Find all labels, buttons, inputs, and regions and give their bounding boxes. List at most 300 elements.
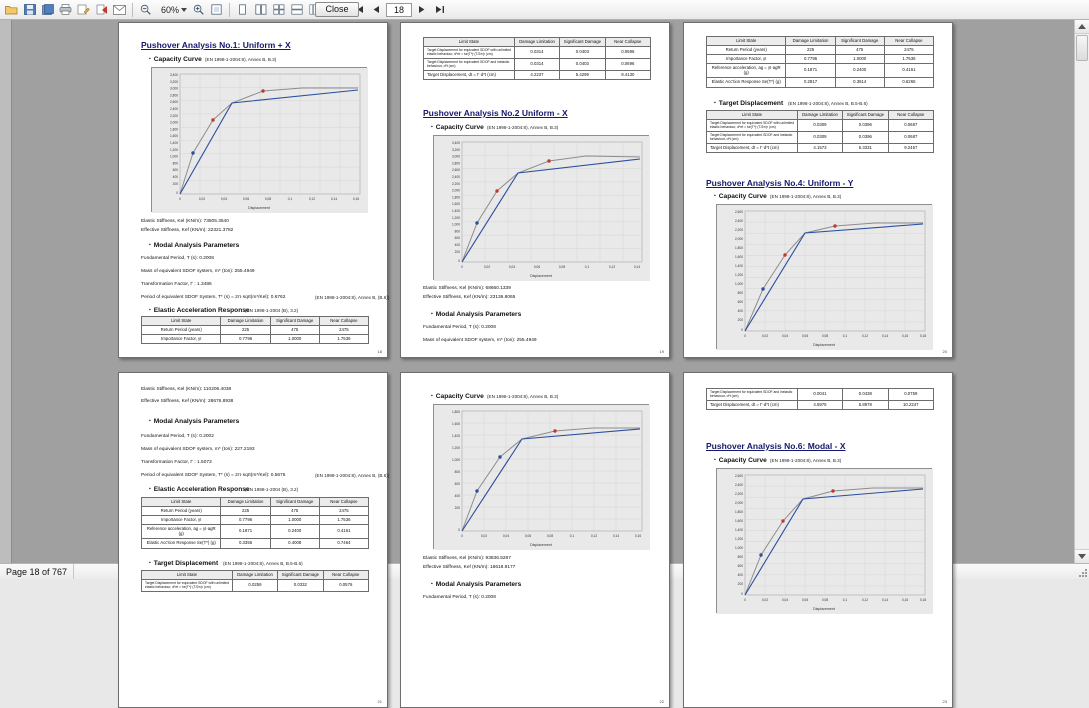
- cell-value: 5.3331: [843, 144, 888, 153]
- cell-value: 9.2457: [888, 144, 933, 153]
- svg-text:2,800: 2,800: [452, 161, 460, 166]
- cell-label: Target Displacement, dt = Γ·d*t (cm): [707, 401, 798, 410]
- col-damage-limitation: Damage Limitation: [221, 317, 270, 326]
- svg-text:0: 0: [458, 259, 460, 263]
- toolbar-separator-2: [229, 3, 230, 17]
- cell-value: 0.0696: [605, 47, 650, 59]
- next-page-button[interactable]: [413, 1, 430, 18]
- cell-value: 0.0396: [843, 120, 888, 132]
- col-near-collapse: Near Collapse: [319, 498, 368, 507]
- svg-text:2,600: 2,600: [452, 168, 460, 173]
- svg-text:0: 0: [741, 592, 743, 596]
- table-row: [142, 539, 369, 548]
- svg-text:0,08: 0,08: [264, 197, 272, 201]
- cell-value: 475: [270, 326, 319, 335]
- svg-text:2,400: 2,400: [735, 219, 743, 223]
- table-row: [142, 525, 369, 539]
- preview-page-6[interactable]: [683, 372, 953, 708]
- section-modal-analysis: ▪ Modal Analysis Parameters: [431, 581, 521, 588]
- status-page-indicator: Page 18 of 767: [0, 564, 74, 579]
- svg-text:0: 0: [741, 328, 743, 332]
- svg-text:3,000: 3,000: [452, 154, 460, 159]
- cell-value: 1.7536: [319, 516, 368, 525]
- svg-text:1,400: 1,400: [452, 209, 460, 213]
- four-page-icon[interactable]: [270, 1, 287, 18]
- svg-text:200: 200: [737, 318, 743, 322]
- cell-label: Target Displacement, dt = Γ·d*t (cm): [707, 144, 798, 153]
- table-row: [707, 132, 934, 144]
- svg-text:0,04: 0,04: [220, 197, 228, 201]
- svg-text:0: 0: [179, 197, 181, 201]
- page-title: Pushover Analysis No.2 Uniform - X: [423, 108, 568, 118]
- cell-value: 1.0000: [270, 335, 319, 344]
- svg-text:0,14: 0,14: [881, 334, 889, 338]
- svg-text:3,200: 3,200: [170, 79, 178, 84]
- cell-value: 0.0576: [323, 580, 368, 592]
- col-significant-damage: Significant Damage: [278, 571, 323, 580]
- svg-text:1,800: 1,800: [735, 510, 743, 514]
- svg-text:800: 800: [172, 161, 178, 166]
- cell-value: 5.4299: [560, 71, 605, 80]
- sdof-period-note: (EN 1998-1-2004:8), Annex B, (B.6)): [315, 473, 390, 478]
- effective-stiffness-line: Effective Stiffness, Kef (KN/m): 22321.3782: [141, 228, 234, 233]
- section-elastic-acceleration: ▪ Elastic Acceleration Response: [149, 486, 250, 493]
- table-row: [707, 144, 934, 153]
- svg-text:0: 0: [176, 191, 178, 195]
- one-page-icon[interactable]: [234, 1, 251, 18]
- toolbar: [0, 0, 1089, 20]
- svg-text:1,000: 1,000: [735, 282, 743, 286]
- svg-text:1,800: 1,800: [452, 410, 460, 414]
- svg-text:1,200: 1,200: [452, 446, 460, 450]
- svg-text:2,600: 2,600: [170, 100, 178, 105]
- fit-page-icon[interactable]: [208, 1, 225, 18]
- svg-text:0,14: 0,14: [612, 534, 620, 538]
- col-significant-damage: Significant Damage: [835, 37, 884, 46]
- cell-label: Target Displacement for equivalent SDOF and inelastic behaviour, d*t (cm): [424, 59, 515, 71]
- svg-text:0,08: 0,08: [558, 265, 566, 269]
- svg-text:2,000: 2,000: [452, 188, 460, 193]
- table-row: [707, 64, 934, 78]
- svg-text:2,000: 2,000: [170, 120, 178, 125]
- table-row: [707, 120, 934, 132]
- cell-label: Return Period (years): [707, 46, 786, 55]
- sdof-mass-line: Mass of equivalent SDOF system, m* (ton): 255.4949: [423, 338, 537, 343]
- elastic-stiffness-line: Elastic Stiffness, Kel (KN/m): 73505.3540: [141, 219, 229, 224]
- col-limit-state: Limit State: [707, 37, 786, 46]
- capacity-curve-chart-6: [716, 468, 932, 613]
- svg-text:1,000: 1,000: [452, 458, 460, 462]
- svg-text:0,16: 0,16: [901, 334, 909, 338]
- cell-label: Elastic Acc'tion Response Se(T*) (g): [707, 78, 786, 87]
- svg-text:0,04: 0,04: [508, 265, 516, 269]
- target-displacement-table-3: [706, 110, 934, 153]
- svg-text:1,800: 1,800: [452, 195, 460, 200]
- zoom-in-button[interactable]: [190, 1, 207, 18]
- svg-text:800: 800: [737, 555, 743, 559]
- sdof-period-line: Period of equivalent SDOF System, T* (s) = 2π·sqrt(m*/Kel): 0.5675: [141, 473, 286, 478]
- svg-text:0,1: 0,1: [842, 334, 848, 338]
- col-damage-limitation: Damage Limitation: [514, 38, 559, 47]
- svg-text:0,12: 0,12: [861, 334, 869, 338]
- table-row: [142, 507, 369, 516]
- chevron-up-icon: [1078, 24, 1086, 29]
- chevron-down-icon[interactable]: [181, 8, 187, 12]
- svg-text:1,000: 1,000: [170, 154, 178, 159]
- elastic-acceleration-table-4: [141, 497, 369, 549]
- target-displacement-table-4: [141, 570, 369, 592]
- email-icon[interactable]: [111, 1, 128, 18]
- table-row: [707, 401, 934, 410]
- col-damage-limitation: Damage Limitation: [232, 571, 277, 580]
- svg-text:800: 800: [454, 470, 460, 474]
- cell-value: 0.7464: [319, 539, 368, 548]
- svg-text:2,000: 2,000: [735, 237, 743, 241]
- transformation-factor-line: Transformation Factor, Γ : 1.5073: [141, 460, 212, 465]
- svg-text:200: 200: [737, 582, 743, 586]
- section-capacity-curve: ▪ Capacity Curve: [714, 457, 767, 464]
- cell-value: 0.2400: [835, 64, 884, 78]
- section-elastic-acceleration: ▪ Elastic Acceleration Response: [149, 307, 250, 314]
- transformation-factor-line: Transformation Factor, Γ : 1.3486: [141, 282, 212, 287]
- cell-value: 0.0309: [797, 120, 842, 132]
- cell-label: Importance Factor, γI: [142, 335, 221, 344]
- table-row: [424, 71, 651, 80]
- svg-text:0,04: 0,04: [781, 598, 789, 602]
- svg-text:0,1: 0,1: [584, 265, 590, 269]
- svg-text:0,1: 0,1: [287, 197, 293, 201]
- svg-text:0,02: 0,02: [198, 197, 206, 201]
- cell-value: 9.4130: [605, 71, 650, 80]
- svg-text:2,200: 2,200: [735, 228, 743, 232]
- section-capacity-curve: ▪ Capacity Curve: [149, 56, 202, 63]
- sdof-period-line: Period of equivalent SDOF System, T* (s) = 2π·sqrt(m*/Kel): 0.6762: [141, 295, 286, 300]
- col-significant-damage: Significant Damage: [843, 111, 888, 120]
- save-all-icon[interactable]: [39, 1, 56, 18]
- svg-text:0,04: 0,04: [502, 534, 510, 538]
- cell-value: 0.0309: [797, 132, 842, 144]
- vertical-scrollbar[interactable]: [1074, 20, 1089, 563]
- open-icon[interactable]: [3, 1, 20, 18]
- svg-text:400: 400: [737, 573, 743, 577]
- page-footer-number: 19: [659, 349, 664, 354]
- continuous-page-icon[interactable]: [288, 1, 305, 18]
- svg-text:0,12: 0,12: [861, 598, 869, 602]
- cell-value: 1.0000: [270, 516, 319, 525]
- save-icon[interactable]: [21, 1, 38, 18]
- elastic-acceleration-note: (EN 1998-1-2004 (B), 3.2): [245, 308, 299, 313]
- elastic-stiffness-line: Elastic Stiffness, Kel (KN/m): 110206.4038: [141, 387, 232, 392]
- svg-text:1,600: 1,600: [452, 202, 460, 207]
- cell-value: 0.0403: [560, 47, 605, 59]
- svg-text:600: 600: [172, 168, 178, 173]
- svg-text:2,600: 2,600: [735, 210, 743, 214]
- cell-value: 0.1871: [221, 525, 270, 539]
- col-near-collapse: Near Collapse: [605, 38, 650, 47]
- table-row: [707, 78, 934, 87]
- scroll-down-button[interactable]: [1075, 549, 1089, 563]
- svg-text:200: 200: [454, 506, 460, 510]
- svg-text:0,06: 0,06: [242, 197, 250, 201]
- svg-text:0,08: 0,08: [821, 598, 829, 602]
- col-damage-limitation: Damage Limitation: [797, 111, 842, 120]
- col-damage-limitation: Damage Limitation: [786, 37, 835, 46]
- cell-value: 5.8978: [843, 401, 888, 410]
- preview-page-1[interactable]: [118, 22, 388, 358]
- scrollbar-thumb[interactable]: [1076, 35, 1088, 61]
- capacity-curve-note: (EN 1998-1-2004:8), Annex B, B.3): [487, 125, 559, 130]
- svg-text:3,400: 3,400: [170, 73, 178, 77]
- svg-text:0,16: 0,16: [634, 534, 642, 538]
- cell-label: Importance Factor, γI: [142, 516, 221, 525]
- svg-text:200: 200: [454, 249, 460, 254]
- effective-stiffness-line: Effective Stiffness, Kef (KN/m): 28676.8938: [141, 399, 234, 404]
- svg-text:0,12: 0,12: [308, 197, 316, 201]
- svg-text:400: 400: [737, 309, 743, 313]
- table-row: [424, 59, 651, 71]
- cell-value: 0.4161: [884, 64, 933, 78]
- elastic-acceleration-table-3: [706, 36, 934, 88]
- cell-value: 0.0687: [888, 132, 933, 144]
- table-row: [142, 580, 369, 592]
- svg-text:0,12: 0,12: [590, 534, 598, 538]
- target-displacement-table-6: [706, 388, 934, 410]
- cell-value: 0.4161: [319, 525, 368, 539]
- chart-x-axis-label: Displacement: [248, 206, 270, 210]
- cell-value: 0.0696: [605, 59, 650, 71]
- sdof-mass-line: Mass of equivalent SDOF system, m* (ton): 227.2193: [141, 447, 255, 452]
- prev-page-button[interactable]: [368, 1, 385, 18]
- svg-text:0,16: 0,16: [352, 197, 360, 201]
- capacity-curve-chart-1: [151, 67, 367, 212]
- svg-text:0,08: 0,08: [546, 534, 554, 538]
- cell-value: 225: [221, 326, 270, 335]
- target-displacement-note: (EN 1998-1-2004:8), Annex B, B.5-B.6): [788, 101, 868, 106]
- svg-text:400: 400: [172, 175, 178, 179]
- svg-text:1,000: 1,000: [735, 546, 743, 550]
- svg-text:1,400: 1,400: [452, 434, 460, 438]
- svg-text:1,200: 1,200: [735, 273, 743, 277]
- svg-text:1,600: 1,600: [735, 519, 743, 523]
- svg-text:1,600: 1,600: [170, 134, 178, 139]
- cell-value: 0.2817: [786, 78, 835, 87]
- svg-text:600: 600: [737, 300, 743, 304]
- col-significant-damage: Significant Damage: [270, 498, 319, 507]
- target-displacement-note: (EN 1998-1-2004:8), Annex B, B.5-B.6): [223, 561, 303, 566]
- svg-text:1,800: 1,800: [170, 127, 178, 132]
- chart-x-axis-label: Displacement: [530, 274, 552, 278]
- fundamental-period-line: Fundamental Period, T (s): 0.2008: [141, 256, 214, 261]
- preview-page-4[interactable]: [118, 372, 388, 708]
- toolbar-separator: [132, 3, 133, 17]
- capacity-curve-note: (EN 1998-1-2004:8), Annex B, B.3): [770, 458, 842, 463]
- capacity-curve-chart-5: [433, 404, 649, 549]
- effective-stiffness-line: Effective Stiffness, Kef (KN/m): 23136.8065: [423, 295, 516, 300]
- svg-text:3,400: 3,400: [452, 141, 460, 145]
- svg-text:800: 800: [737, 291, 743, 295]
- cell-value: 4.1573: [797, 144, 842, 153]
- effective-stiffness-line: Effective Stiffness, Kef (KN/m): 18618.9177: [423, 565, 516, 570]
- col-near-collapse: Near Collapse: [319, 317, 368, 326]
- preview-page-5[interactable]: [400, 372, 670, 708]
- svg-text:0: 0: [461, 534, 463, 538]
- capacity-curve-chart-2: [433, 135, 649, 280]
- svg-text:0: 0: [458, 528, 460, 532]
- svg-text:0,02: 0,02: [483, 265, 491, 269]
- close-button[interactable]: Close: [315, 2, 359, 17]
- svg-text:0,14: 0,14: [330, 197, 338, 201]
- cell-label: Reference acceleration, ag = γI·agR (g): [142, 525, 221, 539]
- svg-text:0,08: 0,08: [821, 334, 829, 338]
- cell-value: 4.2237: [514, 71, 559, 80]
- status-spacer: [74, 564, 86, 579]
- cell-value: 0.2400: [270, 525, 319, 539]
- svg-text:0,12: 0,12: [608, 265, 616, 269]
- cell-label: Return Period (years): [142, 326, 221, 335]
- cell-value: 0.3356: [221, 539, 270, 548]
- table-row: [707, 46, 934, 55]
- capacity-curve-note: (EN 1998-1-2004:8), Annex B, B.3): [487, 394, 559, 399]
- two-page-icon[interactable]: [252, 1, 269, 18]
- cell-value: 10.2247: [888, 401, 933, 410]
- svg-text:1,600: 1,600: [452, 422, 460, 426]
- cell-label: Reference acceleration, ag = γI·agR (g): [707, 64, 786, 78]
- section-modal-analysis: ▪ Modal Analysis Parameters: [149, 418, 239, 425]
- section-target-displacement: ▪ Target Displacement: [714, 100, 783, 107]
- last-page-button[interactable]: [431, 1, 448, 18]
- page-title: Pushover Analysis No.4: Uniform - Y: [706, 178, 854, 188]
- svg-text:0,1: 0,1: [569, 534, 575, 538]
- svg-text:800: 800: [454, 229, 460, 234]
- svg-text:2,200: 2,200: [735, 492, 743, 496]
- section-modal-analysis: ▪ Modal Analysis Parameters: [149, 242, 239, 249]
- cell-value: 4.5975: [797, 401, 842, 410]
- svg-text:2,000: 2,000: [735, 501, 743, 505]
- section-target-displacement: ▪ Target Displacement: [149, 560, 218, 567]
- cell-value: 0.1871: [786, 64, 835, 78]
- cell-value: 0.6265: [884, 78, 933, 87]
- col-limit-state: Limit State: [142, 571, 233, 580]
- svg-text:1,400: 1,400: [735, 528, 743, 532]
- svg-text:2,200: 2,200: [452, 181, 460, 186]
- cell-value: 0.0403: [560, 59, 605, 71]
- page-title: Pushover Analysis No.6: Modal - X: [706, 441, 846, 451]
- table-row: [142, 516, 369, 525]
- svg-text:0: 0: [744, 334, 746, 338]
- svg-text:200: 200: [172, 181, 178, 186]
- cell-value: 2475: [884, 46, 933, 55]
- page-footer-number: 18: [377, 349, 382, 354]
- preview-page-3[interactable]: [683, 22, 953, 358]
- svg-text:600: 600: [737, 564, 743, 568]
- cell-value: 0.0438: [843, 389, 888, 401]
- svg-text:0,02: 0,02: [761, 598, 769, 602]
- cell-label: Target Displacement, dt = Γ·d*t (cm): [424, 71, 515, 80]
- svg-text:0,14: 0,14: [881, 598, 889, 602]
- cell-value: 1.0000: [835, 55, 884, 64]
- section-capacity-curve: ▪ Capacity Curve: [714, 193, 767, 200]
- cell-label: Target Displacement for equivalent SDOF with unlimited elastic behaviour, d*et = ṡe(T*)·(T/2π)² (cm): [707, 120, 798, 132]
- elastic-acceleration-note: (EN 1998-1-2004 (B), 3.2): [245, 487, 299, 492]
- capacity-curve-note: (EN 1998-1-2004:8), Annex B, B.3): [205, 57, 277, 62]
- col-significant-damage: Significant Damage: [270, 317, 319, 326]
- svg-text:400: 400: [454, 243, 460, 247]
- capacity-curve-chart-3: [716, 204, 932, 349]
- cell-value: 0.0041: [797, 389, 842, 401]
- svg-text:0,04: 0,04: [781, 334, 789, 338]
- col-limit-state: Limit State: [424, 38, 515, 47]
- svg-text:1,400: 1,400: [735, 264, 743, 268]
- svg-text:1,400: 1,400: [170, 141, 178, 145]
- scroll-up-button[interactable]: [1075, 20, 1089, 34]
- cell-value: 0.0687: [888, 120, 933, 132]
- svg-text:0,18: 0,18: [919, 598, 927, 602]
- svg-text:0: 0: [461, 265, 463, 269]
- cell-value: 0.0259: [232, 580, 277, 592]
- preview-page-2[interactable]: [400, 22, 670, 358]
- col-significant-damage: Significant Damage: [560, 38, 605, 47]
- svg-text:2,200: 2,200: [170, 113, 178, 118]
- resize-grip[interactable]: [1075, 565, 1089, 579]
- fundamental-period-line: Fundamental Period, T (s): 0.2002: [141, 434, 214, 439]
- elastic-acceleration-table-1: [141, 316, 369, 344]
- svg-text:2,600: 2,600: [735, 474, 743, 478]
- chart-x-axis-label: Displacement: [813, 343, 835, 347]
- chart-x-axis-label: Displacement: [813, 607, 835, 611]
- svg-text:1,200: 1,200: [170, 147, 178, 152]
- svg-text:0,02: 0,02: [761, 334, 769, 338]
- elastic-stiffness-line: Elastic Stiffness, Kel (KN/m): 93836.5287: [423, 556, 511, 561]
- cell-label: Target Displacement for equivalent SDOF and inelastic behaviour, d*t (cm): [707, 389, 798, 401]
- svg-text:0,06: 0,06: [524, 534, 532, 538]
- page-number-input[interactable]: 18: [386, 3, 412, 17]
- svg-text:0,14: 0,14: [633, 265, 641, 269]
- svg-text:400: 400: [454, 494, 460, 498]
- svg-text:2,400: 2,400: [170, 107, 178, 111]
- cell-label: Importance Factor, γI: [707, 55, 786, 64]
- table-row: [707, 389, 934, 401]
- svg-text:0: 0: [744, 598, 746, 602]
- fundamental-period-line: Fundamental Period, T (s): 0.2008: [423, 325, 496, 330]
- capacity-curve-note: (EN 1998-1-2004:8), Annex B, B.3): [770, 194, 842, 199]
- svg-text:2,800: 2,800: [170, 93, 178, 98]
- cell-value: 1.7536: [884, 55, 933, 64]
- fundamental-period-line: Fundamental Period, T (s): 0.2008: [423, 595, 496, 600]
- cell-value: 0.0314: [514, 59, 559, 71]
- page-footer-number: 23: [942, 699, 947, 704]
- cell-value: 0.7796: [221, 516, 270, 525]
- svg-text:2,400: 2,400: [452, 175, 460, 179]
- print-icon[interactable]: [57, 1, 74, 18]
- export-icon[interactable]: [93, 1, 110, 18]
- svg-text:1,000: 1,000: [452, 222, 460, 227]
- page-footer-number: 22: [659, 699, 664, 704]
- page-footer-number: 20: [942, 349, 947, 354]
- table-row: [707, 55, 934, 64]
- zoom-out-button[interactable]: [137, 1, 154, 18]
- cell-value: 225: [786, 46, 835, 55]
- svg-text:3,000: 3,000: [170, 86, 178, 91]
- cell-value: 0.0314: [514, 47, 559, 59]
- print-setup-icon[interactable]: [75, 1, 92, 18]
- zoom-control[interactable]: [155, 5, 189, 15]
- svg-text:600: 600: [454, 482, 460, 486]
- svg-text:0,06: 0,06: [533, 265, 541, 269]
- svg-text:600: 600: [454, 236, 460, 241]
- svg-text:1,800: 1,800: [735, 246, 743, 250]
- cell-value: 1.7536: [319, 335, 368, 344]
- svg-text:0,02: 0,02: [480, 534, 488, 538]
